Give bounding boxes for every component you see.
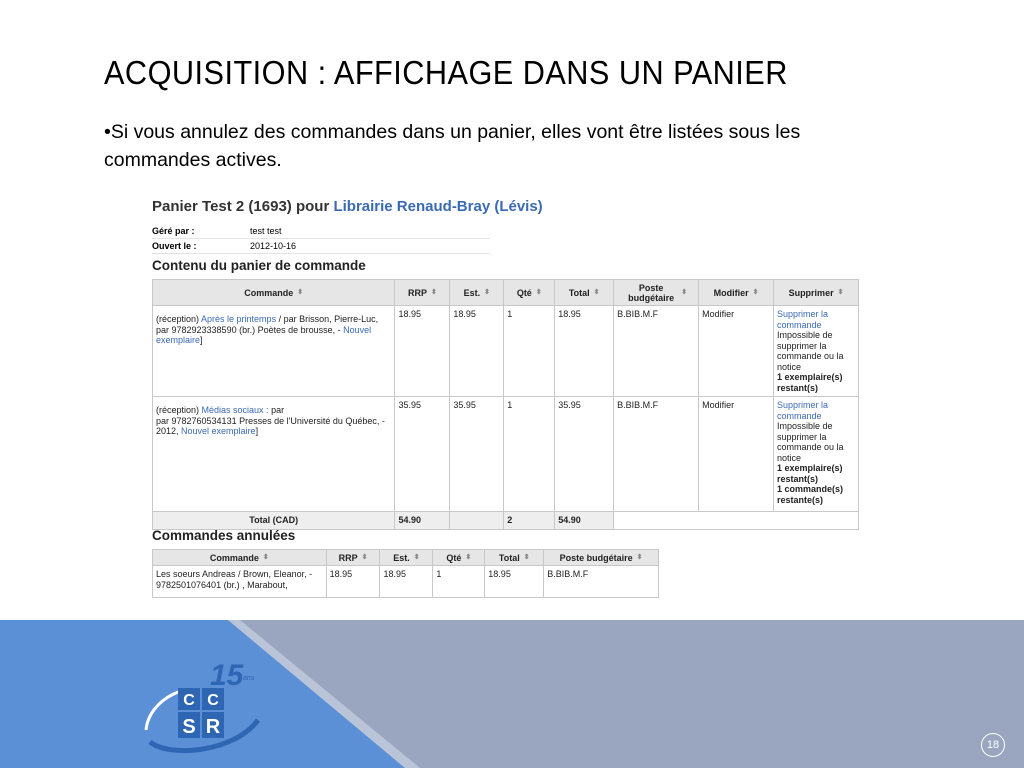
divider: [152, 253, 490, 254]
col-header-fund[interactable]: Poste budgétaire ⬍: [614, 280, 699, 306]
rrp-cell: 35.95: [395, 397, 450, 512]
sort-arrows-icon[interactable]: ⬍: [465, 553, 472, 561]
cart-orders-table: [152, 279, 859, 530]
sort-arrows-icon[interactable]: ⬍: [430, 288, 437, 296]
col-header-commande[interactable]: Commande ⬍: [153, 550, 327, 566]
title-link[interactable]: Médias sociaux :: [201, 405, 269, 415]
est-cell: 18.95: [450, 306, 504, 397]
cart-title: Panier Test 2 (1693) pour Librairie Renaud-Bray (Lévis): [152, 198, 543, 215]
table-row: [153, 397, 859, 512]
ccsr-logo: [140, 660, 270, 760]
sort-arrows-icon[interactable]: ⬍: [752, 288, 759, 296]
totals-total: 54.90: [555, 512, 614, 530]
sort-arrows-icon[interactable]: ⬍: [484, 288, 491, 296]
modify-link[interactable]: Modifier: [699, 397, 774, 512]
slide-title: ACQUISITION : AFFICHAGE DANS UN PANIER: [104, 54, 788, 91]
est-cell: 35.95: [450, 397, 504, 512]
delete-cell: Supprimer la commande Impossible de supprimer la commande ou la notice 1 exemplaire(s) restant(s) 1 commande(s) restante(s): [774, 397, 859, 512]
rrp-cell: 18.95: [395, 306, 450, 397]
divider: [152, 238, 490, 239]
svg-text:C: C: [183, 692, 195, 709]
sort-arrows-icon[interactable]: ⬍: [636, 553, 643, 561]
totals-row: [153, 512, 859, 530]
sort-arrows-icon[interactable]: ⬍: [361, 553, 368, 561]
total-cell: 18.95: [485, 566, 544, 598]
svg-text:S: S: [182, 716, 196, 738]
fund-cell: B.BIB.M.F: [614, 397, 699, 512]
qty-cell: 1: [433, 566, 485, 598]
new-copy-link[interactable]: Nouvel exemplaire: [181, 426, 256, 436]
col-header-est[interactable]: Est. ⬍: [380, 550, 433, 566]
modify-link[interactable]: Modifier: [699, 306, 774, 397]
svg-text:R: R: [205, 716, 221, 738]
col-header-qty[interactable]: Qté ⬍: [504, 280, 555, 306]
sort-arrows-icon[interactable]: ⬍: [523, 553, 530, 561]
vendor-link[interactable]: Librairie Renaud-Bray (Lévis): [333, 198, 543, 215]
col-header-est[interactable]: Est. ⬍: [450, 280, 504, 306]
totals-empty: [614, 512, 859, 530]
cancelled-heading: Commandes annulées: [152, 528, 296, 543]
col-header-commande[interactable]: Commande ⬍: [153, 280, 395, 306]
cancelled-order-cell: Les soeurs Andreas / Brown, Eleanor, - 9782501076401 (br.) , Marabout,: [153, 566, 327, 598]
rrp-cell: 18.95: [326, 566, 380, 598]
sort-arrows-icon[interactable]: ⬍: [837, 288, 844, 296]
col-header-fund[interactable]: Poste budgétaire ⬍: [544, 550, 659, 566]
svg-text:C: C: [207, 692, 219, 709]
qty-cell: 1: [504, 397, 555, 512]
totals-qty: 2: [504, 512, 555, 530]
sort-arrows-icon[interactable]: ⬍: [535, 288, 542, 296]
total-cell: 35.95: [555, 397, 614, 512]
col-header-rrp[interactable]: RRP ⬍: [395, 280, 450, 306]
new-copy-link[interactable]: Nouvel exemplaire: [156, 324, 372, 345]
col-header-qty[interactable]: Qté ⬍: [433, 550, 485, 566]
col-header-total[interactable]: Total ⬍: [485, 550, 544, 566]
col-header-delete[interactable]: Supprimer ⬍: [774, 280, 859, 306]
col-header-total[interactable]: Total ⬍: [555, 280, 614, 306]
fund-cell: B.BIB.M.F: [544, 566, 659, 598]
sort-arrows-icon[interactable]: ⬍: [413, 553, 420, 561]
col-header-modify[interactable]: Modifier ⬍: [699, 280, 774, 306]
delete-order-link[interactable]: Supprimer la commande: [777, 400, 829, 421]
table-row: [153, 566, 659, 598]
svg-text:ans: ans: [243, 675, 255, 682]
cart-contents-heading: Contenu du panier de commande: [152, 258, 366, 273]
title-link[interactable]: Après le printemps: [201, 314, 277, 324]
delete-order-link[interactable]: Supprimer la commande: [777, 309, 829, 330]
sort-arrows-icon[interactable]: ⬍: [297, 288, 304, 296]
totals-label: Total (CAD): [153, 512, 395, 530]
delete-cell: Supprimer la commande Impossible de supprimer la commande ou la notice 1 exemplaire(s) restant(s): [774, 306, 859, 397]
est-cell: 18.95: [380, 566, 433, 598]
order-cell: (réception) Médias sociaux : par par 9782760534131 Presses de l'Université du Québec, - 2012, Nouvel exemplaire]: [153, 397, 395, 512]
order-cell: (réception) Après le printemps / par Brisson, Pierre-Luc, par 9782923338590 (br.) Poètes de brousse, - Nouvel exemplaire]: [153, 306, 395, 397]
totals-rrp: 54.90: [395, 512, 450, 530]
sort-arrows-icon[interactable]: ⬍: [593, 288, 600, 296]
managed-by-row: Géré par : test test: [152, 226, 282, 236]
bullet-text: •Si vous annulez des commandes dans un panier, elles vont être listées sous les commandes actives.: [104, 121, 801, 171]
col-header-rrp[interactable]: RRP ⬍: [326, 550, 380, 566]
sort-arrows-icon[interactable]: ⬍: [681, 288, 688, 296]
sort-arrows-icon[interactable]: ⬍: [262, 553, 269, 561]
cancelled-orders-table: [152, 549, 659, 598]
table-row: [153, 306, 859, 397]
svg-text:15: 15: [210, 660, 244, 692]
fund-cell: B.BIB.M.F: [614, 306, 699, 397]
opened-row: Ouvert le : 2012-10-16: [152, 241, 297, 251]
total-cell: 18.95: [555, 306, 614, 397]
page-number: 18: [981, 733, 1005, 757]
qty-cell: 1: [504, 306, 555, 397]
totals-est: [450, 512, 504, 530]
